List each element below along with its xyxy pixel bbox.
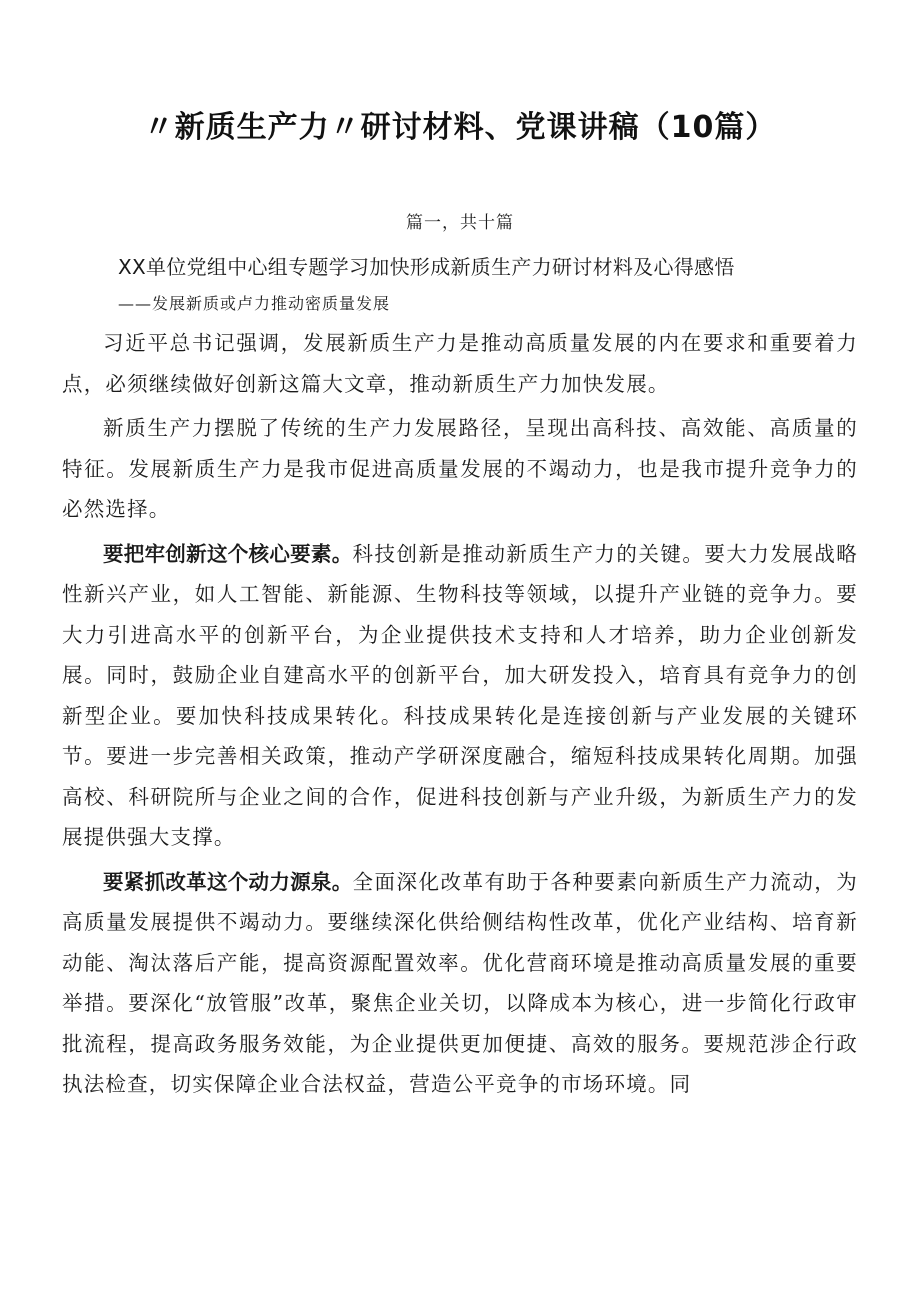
paragraph-body: 全面深化改革有助于各种要素向新质生产力流动，为高质量发展提供不竭动力。要继续深化供给侧结构性改革，优化产业结构、培育新动能、淘汰落后产能，提高资源配置效率。优化营商环境是推动高质量发展的重要举措。要深化“放管服”改革，聚焦企业关切，以降成本为核心，进一步简化行政审批流程，提高政务服务效能，为企业提供更加便捷、高效的服务。要规范涉企行政执法检查，切实保障企业合法权益，营造公平竞争的市场环境。同	[62, 869, 858, 1096]
section-label: 篇一，共十篇	[406, 213, 514, 233]
article-heading: XX单位党组中心组专题学习加快形成新质生产力研讨材料及心得感悟	[118, 255, 735, 279]
paragraph-4	[62, 862, 858, 1105]
paragraph-lead: 要紧抓改革这个动力源泉。	[103, 869, 353, 894]
paragraph-body: 习近平总书记强调，发展新质生产力是推动高质量发展的内在要求和重要着力点，必须继续做好创新这篇大文章，推动新质生产力加快发展。	[62, 331, 858, 396]
paragraph-body: 科技创新是推动新质生产力的关键。要大力发展战略性新兴产业，如人工智能、新能源、生物科技等领域，以提升产业链的竞争力。要大力引进高水平的创新平台，为企业提供技术支持和人才培养，助力企业创新发展。同时，鼓励企业自建高水平的创新平台，加大研发投入，培育具有竞争力的创新型企业。要加快科技成果转化。科技成果转化是连接创新与产业发展的关键环节。要进一步完善相关政策，推动产学研深度融合，缩短科技成果转化周期。加强高校、科研院所与企业之间的合作，促进科技创新与产业升级，为新质生产力的发展提供强大支撑。	[62, 541, 858, 849]
paragraph-body: 新质生产力摆脱了传统的生产力发展路径，呈现出高科技、高效能、高质量的特征。发展新质生产力是我市促进高质量发展的不竭动力，也是我市提升竞争力的必然选择。	[62, 416, 858, 521]
paragraph-3	[62, 534, 858, 858]
article-subtitle: ——发展新质或卢力推动密质量发展	[118, 294, 391, 313]
paragraph-1	[62, 323, 858, 404]
paragraph-2	[62, 408, 858, 530]
paragraph-lead: 要把牢创新这个核心要素。	[103, 541, 353, 566]
document-title: 〃新质生产力〃研讨材料、党课讲稿（10篇）	[143, 110, 777, 145]
